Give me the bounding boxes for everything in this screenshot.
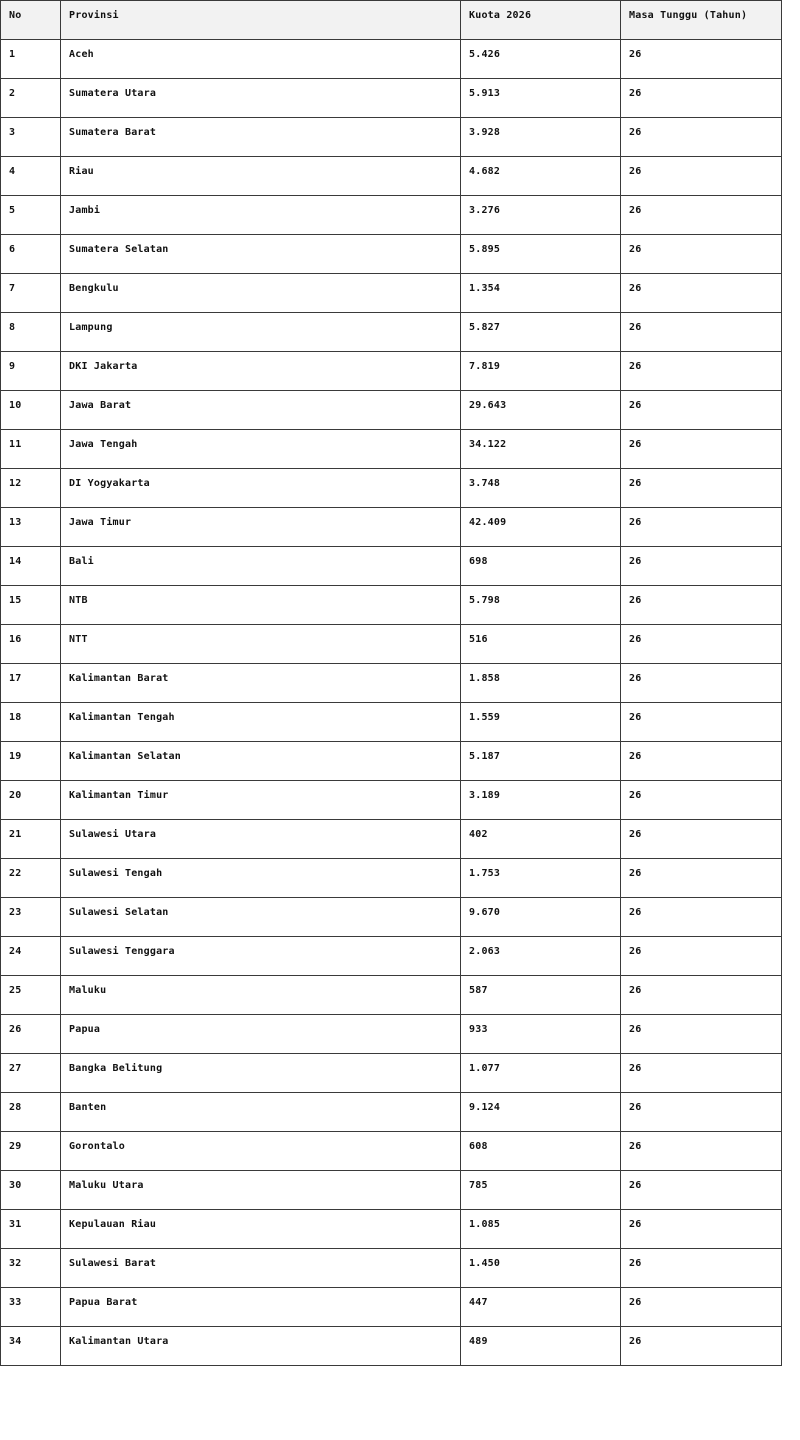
cell-no: 2 (1, 79, 61, 118)
cell-masa-tunggu: 26 (621, 1249, 782, 1288)
cell-provinsi: Sulawesi Tengah (61, 859, 461, 898)
table-row (1, 937, 782, 976)
cell-masa-tunggu: 26 (621, 703, 782, 742)
table-row (1, 118, 782, 157)
cell-kuota: 698 (461, 547, 621, 586)
table-row (1, 1249, 782, 1288)
table-row (1, 976, 782, 1015)
cell-masa-tunggu: 26 (621, 157, 782, 196)
cell-no: 10 (1, 391, 61, 430)
cell-masa-tunggu: 26 (621, 1054, 782, 1093)
cell-kuota: 9.124 (461, 1093, 621, 1132)
cell-masa-tunggu: 26 (621, 1015, 782, 1054)
cell-provinsi: Gorontalo (61, 1132, 461, 1171)
cell-kuota: 34.122 (461, 430, 621, 469)
table-row (1, 196, 782, 235)
cell-no: 1 (1, 40, 61, 79)
cell-kuota: 3.189 (461, 781, 621, 820)
table-row (1, 742, 782, 781)
cell-masa-tunggu: 26 (621, 625, 782, 664)
table-row (1, 586, 782, 625)
table-row (1, 391, 782, 430)
table-row (1, 1093, 782, 1132)
cell-no: 13 (1, 508, 61, 547)
cell-masa-tunggu: 26 (621, 469, 782, 508)
cell-masa-tunggu: 26 (621, 664, 782, 703)
cell-provinsi: Papua Barat (61, 1288, 461, 1327)
cell-kuota: 1.354 (461, 274, 621, 313)
cell-provinsi: Kalimantan Timur (61, 781, 461, 820)
cell-provinsi: Kalimantan Utara (61, 1327, 461, 1366)
cell-provinsi: NTB (61, 586, 461, 625)
table-row (1, 430, 782, 469)
cell-no: 29 (1, 1132, 61, 1171)
cell-kuota: 9.670 (461, 898, 621, 937)
cell-provinsi: Jawa Barat (61, 391, 461, 430)
cell-masa-tunggu: 26 (621, 40, 782, 79)
table-row (1, 469, 782, 508)
cell-provinsi: Jawa Timur (61, 508, 461, 547)
cell-provinsi: DKI Jakarta (61, 352, 461, 391)
cell-kuota: 1.085 (461, 1210, 621, 1249)
cell-no: 21 (1, 820, 61, 859)
cell-kuota: 1.559 (461, 703, 621, 742)
cell-no: 14 (1, 547, 61, 586)
cell-masa-tunggu: 26 (621, 1288, 782, 1327)
cell-masa-tunggu: 26 (621, 781, 782, 820)
cell-no: 12 (1, 469, 61, 508)
table-row (1, 352, 782, 391)
cell-kuota: 42.409 (461, 508, 621, 547)
cell-masa-tunggu: 26 (621, 859, 782, 898)
table-row (1, 859, 782, 898)
cell-masa-tunggu: 26 (621, 508, 782, 547)
cell-no: 34 (1, 1327, 61, 1366)
cell-masa-tunggu: 26 (621, 235, 782, 274)
cell-kuota: 1.753 (461, 859, 621, 898)
cell-no: 27 (1, 1054, 61, 1093)
table-body (1, 40, 782, 1366)
cell-provinsi: Lampung (61, 313, 461, 352)
cell-no: 30 (1, 1171, 61, 1210)
cell-kuota: 3.748 (461, 469, 621, 508)
cell-provinsi: Jawa Tengah (61, 430, 461, 469)
header-provinsi: Provinsi (61, 1, 461, 40)
cell-provinsi: Aceh (61, 40, 461, 79)
cell-kuota: 5.827 (461, 313, 621, 352)
cell-no: 7 (1, 274, 61, 313)
cell-kuota: 489 (461, 1327, 621, 1366)
cell-provinsi: Sulawesi Barat (61, 1249, 461, 1288)
cell-masa-tunggu: 26 (621, 118, 782, 157)
table-row (1, 781, 782, 820)
cell-kuota: 1.077 (461, 1054, 621, 1093)
cell-masa-tunggu: 26 (621, 937, 782, 976)
cell-kuota: 3.276 (461, 196, 621, 235)
cell-no: 24 (1, 937, 61, 976)
table-row (1, 157, 782, 196)
cell-kuota: 2.063 (461, 937, 621, 976)
table-row (1, 40, 782, 79)
cell-no: 31 (1, 1210, 61, 1249)
table-row (1, 664, 782, 703)
cell-provinsi: Bengkulu (61, 274, 461, 313)
cell-no: 4 (1, 157, 61, 196)
cell-provinsi: Maluku (61, 976, 461, 1015)
cell-masa-tunggu: 26 (621, 352, 782, 391)
cell-no: 15 (1, 586, 61, 625)
table-row (1, 1171, 782, 1210)
cell-masa-tunggu: 26 (621, 742, 782, 781)
cell-provinsi: NTT (61, 625, 461, 664)
table-row (1, 1132, 782, 1171)
table-header-row (1, 1, 782, 40)
cell-provinsi: Bali (61, 547, 461, 586)
cell-masa-tunggu: 26 (621, 976, 782, 1015)
cell-kuota: 608 (461, 1132, 621, 1171)
cell-no: 25 (1, 976, 61, 1015)
cell-no: 20 (1, 781, 61, 820)
cell-no: 17 (1, 664, 61, 703)
cell-masa-tunggu: 26 (621, 391, 782, 430)
cell-provinsi: Sumatera Barat (61, 118, 461, 157)
cell-no: 33 (1, 1288, 61, 1327)
table-row (1, 820, 782, 859)
table-row (1, 898, 782, 937)
cell-masa-tunggu: 26 (621, 430, 782, 469)
table-row (1, 703, 782, 742)
cell-provinsi: Sumatera Selatan (61, 235, 461, 274)
cell-provinsi: Kalimantan Tengah (61, 703, 461, 742)
table-row (1, 79, 782, 118)
table-row (1, 1210, 782, 1249)
cell-masa-tunggu: 26 (621, 586, 782, 625)
cell-masa-tunggu: 26 (621, 1171, 782, 1210)
cell-masa-tunggu: 26 (621, 1210, 782, 1249)
cell-kuota: 447 (461, 1288, 621, 1327)
table-row (1, 313, 782, 352)
cell-no: 23 (1, 898, 61, 937)
cell-kuota: 587 (461, 976, 621, 1015)
header-kuota: Kuota 2026 (461, 1, 621, 40)
cell-masa-tunggu: 26 (621, 1132, 782, 1171)
table-row (1, 1288, 782, 1327)
table-row (1, 508, 782, 547)
cell-kuota: 4.682 (461, 157, 621, 196)
cell-provinsi: Sulawesi Utara (61, 820, 461, 859)
cell-kuota: 785 (461, 1171, 621, 1210)
cell-provinsi: Kepulauan Riau (61, 1210, 461, 1249)
cell-no: 19 (1, 742, 61, 781)
cell-no: 16 (1, 625, 61, 664)
cell-kuota: 5.187 (461, 742, 621, 781)
cell-provinsi: Maluku Utara (61, 1171, 461, 1210)
cell-provinsi: Sumatera Utara (61, 79, 461, 118)
table-row (1, 1054, 782, 1093)
cell-provinsi: Jambi (61, 196, 461, 235)
cell-no: 3 (1, 118, 61, 157)
cell-kuota: 7.819 (461, 352, 621, 391)
cell-no: 6 (1, 235, 61, 274)
header-no: No (1, 1, 61, 40)
cell-provinsi: Riau (61, 157, 461, 196)
header-masa-tunggu: Masa Tunggu (Tahun) (621, 1, 782, 40)
cell-no: 5 (1, 196, 61, 235)
table-row (1, 274, 782, 313)
cell-kuota: 29.643 (461, 391, 621, 430)
cell-provinsi: Banten (61, 1093, 461, 1132)
cell-kuota: 5.798 (461, 586, 621, 625)
cell-kuota: 933 (461, 1015, 621, 1054)
cell-masa-tunggu: 26 (621, 79, 782, 118)
cell-kuota: 5.426 (461, 40, 621, 79)
cell-kuota: 402 (461, 820, 621, 859)
cell-masa-tunggu: 26 (621, 313, 782, 352)
cell-no: 18 (1, 703, 61, 742)
cell-no: 11 (1, 430, 61, 469)
table-row (1, 1327, 782, 1366)
cell-kuota: 3.928 (461, 118, 621, 157)
cell-masa-tunggu: 26 (621, 1093, 782, 1132)
cell-kuota: 516 (461, 625, 621, 664)
cell-provinsi: Kalimantan Selatan (61, 742, 461, 781)
cell-masa-tunggu: 26 (621, 898, 782, 937)
cell-no: 22 (1, 859, 61, 898)
cell-kuota: 5.913 (461, 79, 621, 118)
table-row (1, 625, 782, 664)
cell-provinsi: Sulawesi Selatan (61, 898, 461, 937)
table-row (1, 547, 782, 586)
cell-provinsi: Bangka Belitung (61, 1054, 461, 1093)
cell-no: 26 (1, 1015, 61, 1054)
cell-no: 9 (1, 352, 61, 391)
cell-no: 32 (1, 1249, 61, 1288)
cell-provinsi: Kalimantan Barat (61, 664, 461, 703)
cell-provinsi: Sulawesi Tenggara (61, 937, 461, 976)
cell-masa-tunggu: 26 (621, 274, 782, 313)
cell-kuota: 1.858 (461, 664, 621, 703)
cell-provinsi: Papua (61, 1015, 461, 1054)
cell-no: 8 (1, 313, 61, 352)
cell-no: 28 (1, 1093, 61, 1132)
cell-masa-tunggu: 26 (621, 820, 782, 859)
cell-masa-tunggu: 26 (621, 196, 782, 235)
table-row (1, 235, 782, 274)
cell-provinsi: DI Yogyakarta (61, 469, 461, 508)
cell-masa-tunggu: 26 (621, 547, 782, 586)
cell-kuota: 1.450 (461, 1249, 621, 1288)
table-row (1, 1015, 782, 1054)
cell-masa-tunggu: 26 (621, 1327, 782, 1366)
cell-kuota: 5.895 (461, 235, 621, 274)
